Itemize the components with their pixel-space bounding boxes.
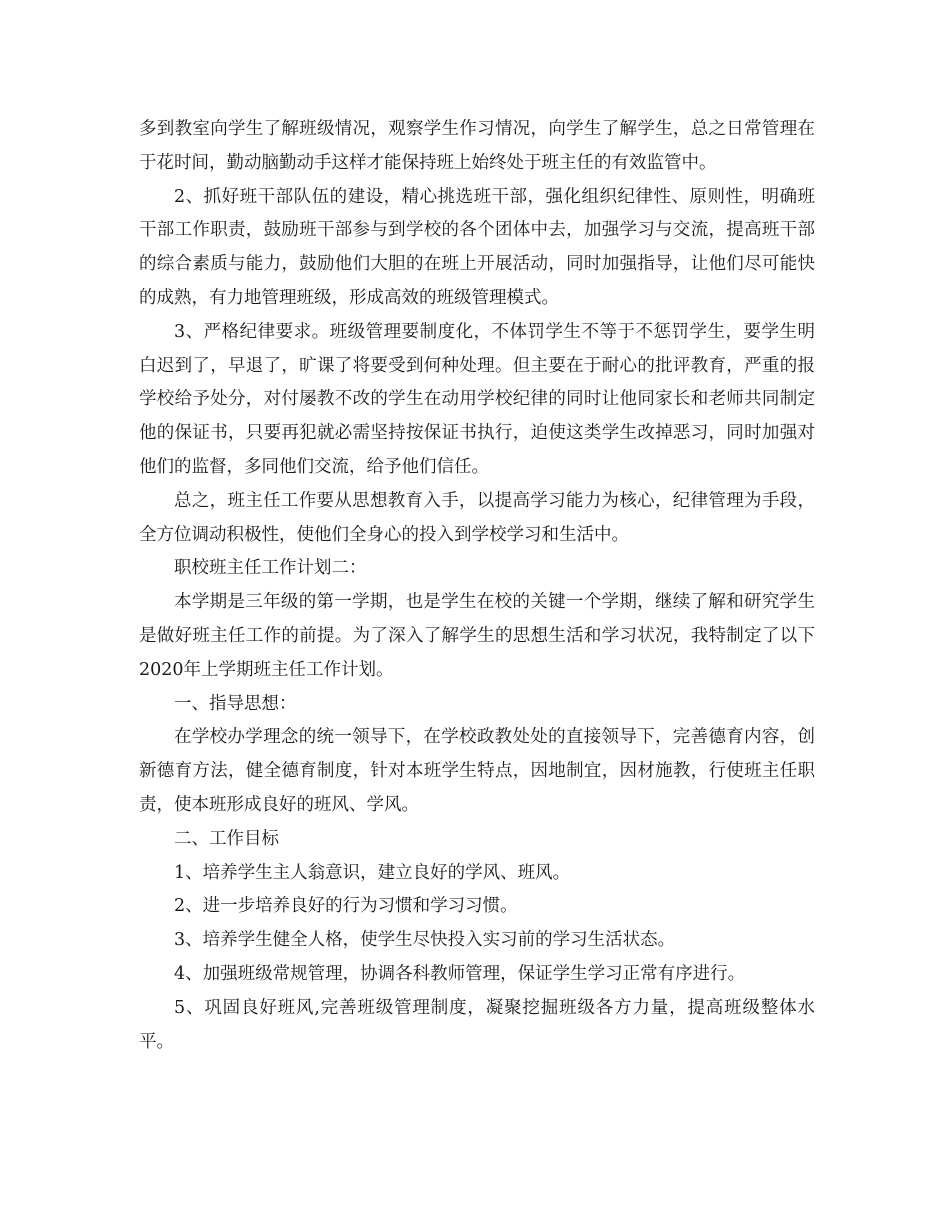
goal-item-4: 4、加强班级常规管理，协调各科教师管理，保证学生学习正常有序进行。 (174, 963, 746, 984)
goal-item-5: 5、巩固良好班风,完善班级管理制度，凝聚挖掘班级各方力量，提高班级整体水平。 (139, 997, 815, 1052)
paragraph-item-2: 2、抓好班干部队伍的建设，精心挑选班干部，强化组织纪律性、原则性，明确班干部工作职责，鼓励班干部参与到学校的各个团体中去，加强学习与交流，提高班干部的综合素质与能力，鼓励他们大胆的在班上开展活动，同时加强指导，让他们尽可能快的成熟，有力地管理班级，形成高效的班级管理模式。 (139, 186, 815, 308)
section-heading-guiding-idea: 一、指导思想： (174, 693, 297, 714)
goal-item-1: 1、培养学生主人翁意识，建立良好的学风、班风。 (174, 862, 571, 883)
paragraph-intro: 本学期是三年级的第一学期，也是学生在校的关键一个学期，继续了解和研究学生是做好班主任工作的前提。为了深入了解学生的思想生活和学习状况，我特制定了以下2020年上学期班主任工作计划。 (139, 592, 815, 680)
section-heading-work-goals: 二、工作目标 (174, 828, 279, 849)
paragraph-item-3: 3、严格纪律要求。班级管理要制度化，不体罚学生不等于不惩罚学生，要学生明白迟到了，早退了，旷课了将要受到何种处理。但主要在于耐心的批评教育，严重的报学校给予处分，对付屡教不改的学生在动用学校纪律的同时让他同家长和老师共同制定他的保证书，只要再犯就必需坚持按保证书执行，迫使这类学生改掉恶习，同时加强对他们的监督，多同他们交流，给予他们信任。 (139, 321, 815, 477)
goal-item-2: 2、进一步培养良好的行为习惯和学习习惯。 (174, 896, 518, 917)
goal-item-3: 3、培养学生健全人格，使学生尽快投入实习前的学习生活状态。 (174, 930, 676, 951)
section-heading-plan-two: 职校班主任工作计划二： (174, 558, 367, 579)
paragraph-summary: 总之，班主任工作要从思想教育入手，以提高学习能力为核心，纪律管理为手段，全方位调动积极性，使他们全身心的投入到学校学习和生活中。 (139, 490, 815, 545)
document-page (139, 113, 815, 1059)
paragraph-continuation: 多到教室向学生了解班级情况，观察学生作习情况，向学生了解学生，总之日常管理在于花时间，勤动脑勤动手这样才能保持班上始终处于班主任的有效监管中。 (139, 119, 815, 173)
paragraph-guiding-idea: 在学校办学理念的统一领导下，在学校政教处处的直接领导下，完善德育内容，创新德育方法，健全德育制度，针对本班学生特点，因地制宜，因材施教，行使班主任职责，使本班形成良好的班风、学风。 (139, 727, 815, 815)
